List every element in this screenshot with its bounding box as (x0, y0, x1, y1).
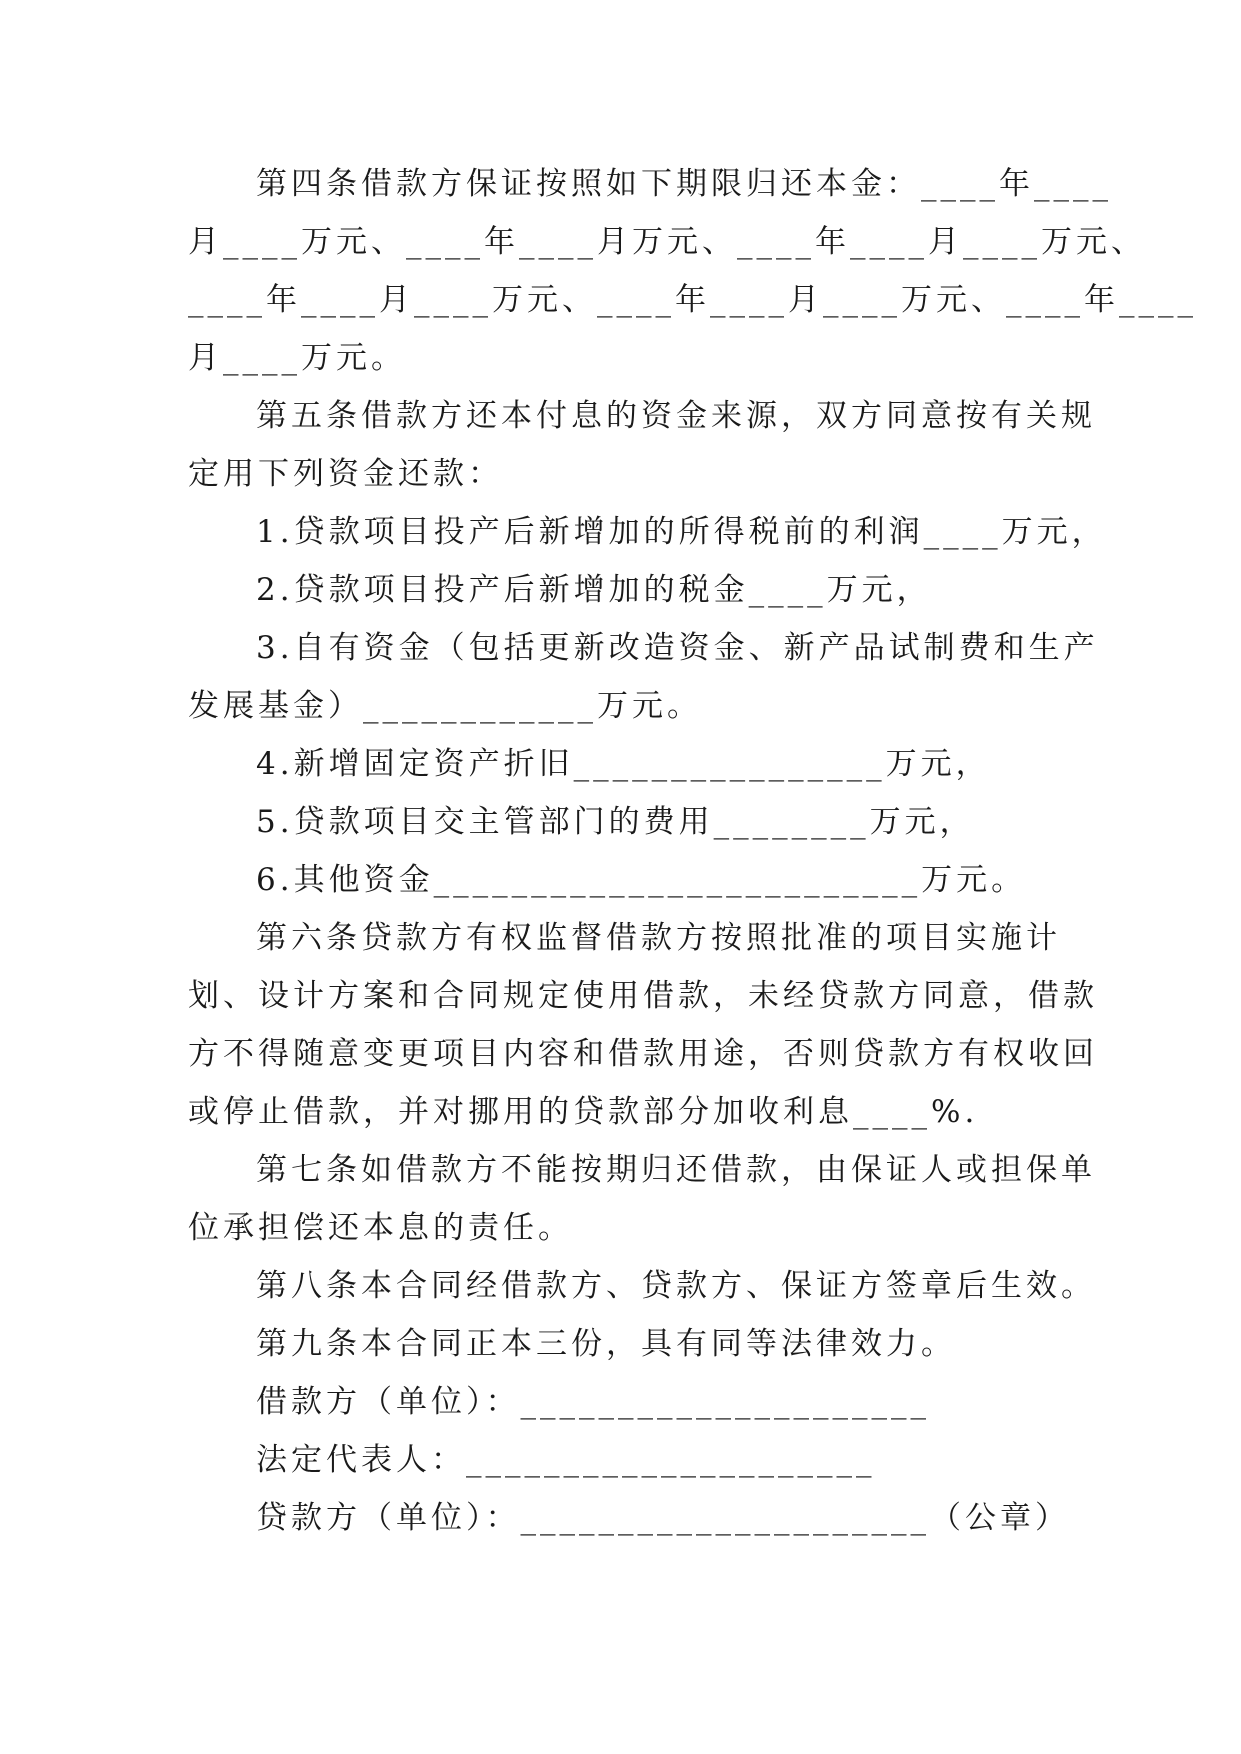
legal-representative-line: 法定代表人：_____________________ (256, 1442, 876, 1478)
article-4-line-3: ____年____月____万元、____年____月____万元、____年____ (188, 282, 1197, 318)
article-6-line-2: 划、设计方案和合同规定使用借款，未经贷款方同意，借款 (188, 978, 1098, 1014)
article-4-line-4: 月____万元。 (188, 340, 406, 376)
article-5-line-1: 第五条借款方还本付息的资金来源，双方同意按有关规 (256, 398, 1096, 434)
article-5-line-2: 定用下列资金还款： (188, 456, 503, 492)
article-6-line-1: 第六条贷款方有权监督借款方按照批准的项目实施计 (256, 920, 1061, 956)
article-4-line-2: 月____万元、____年____月万元、____年____月____万元、 (188, 224, 1146, 260)
article-6-line-3: 方不得随意变更项目内容和借款用途，否则贷款方有权收回 (188, 1036, 1098, 1072)
article-7-line-1: 第七条如借款方不能按期归还借款，由保证人或担保单 (256, 1152, 1096, 1188)
fund-item-3-line-1: 3.自有资金（包括更新改造资金、新产品试制费和生产 (256, 630, 1099, 666)
fund-item-3-line-2: 发展基金）____________万元。 (188, 688, 702, 724)
article-7-line-2: 位承担偿还本息的责任。 (188, 1210, 573, 1246)
fund-item-4: 4.新增固定资产折旧________________万元， (256, 746, 991, 782)
article-6-line-4: 或停止借款，并对挪用的贷款部分加收利息____%. (188, 1094, 979, 1130)
fund-item-6: 6.其他资金_________________________万元。 (256, 862, 1027, 898)
lender-signature-line: 贷款方（单位）：_____________________（公章） (256, 1500, 1070, 1536)
article-8: 第八条本合同经借款方、贷款方、保证方签章后生效。 (256, 1268, 1096, 1304)
fund-item-5: 5.贷款项目交主管部门的费用________万元， (256, 804, 975, 840)
article-4-line-1: 第四条借款方保证按照如下期限归还本金：____年____ (256, 166, 1112, 202)
borrower-signature-line: 借款方（单位）：_____________________ (256, 1384, 930, 1420)
fund-item-1: 1.贷款项目投产后新增加的所得税前的利润____万元， (256, 514, 1107, 550)
fund-item-2: 2.贷款项目投产后新增加的税金____万元， (256, 572, 932, 608)
article-9: 第九条本合同正本三份，具有同等法律效力。 (256, 1326, 956, 1362)
document-page (188, 155, 1197, 1547)
